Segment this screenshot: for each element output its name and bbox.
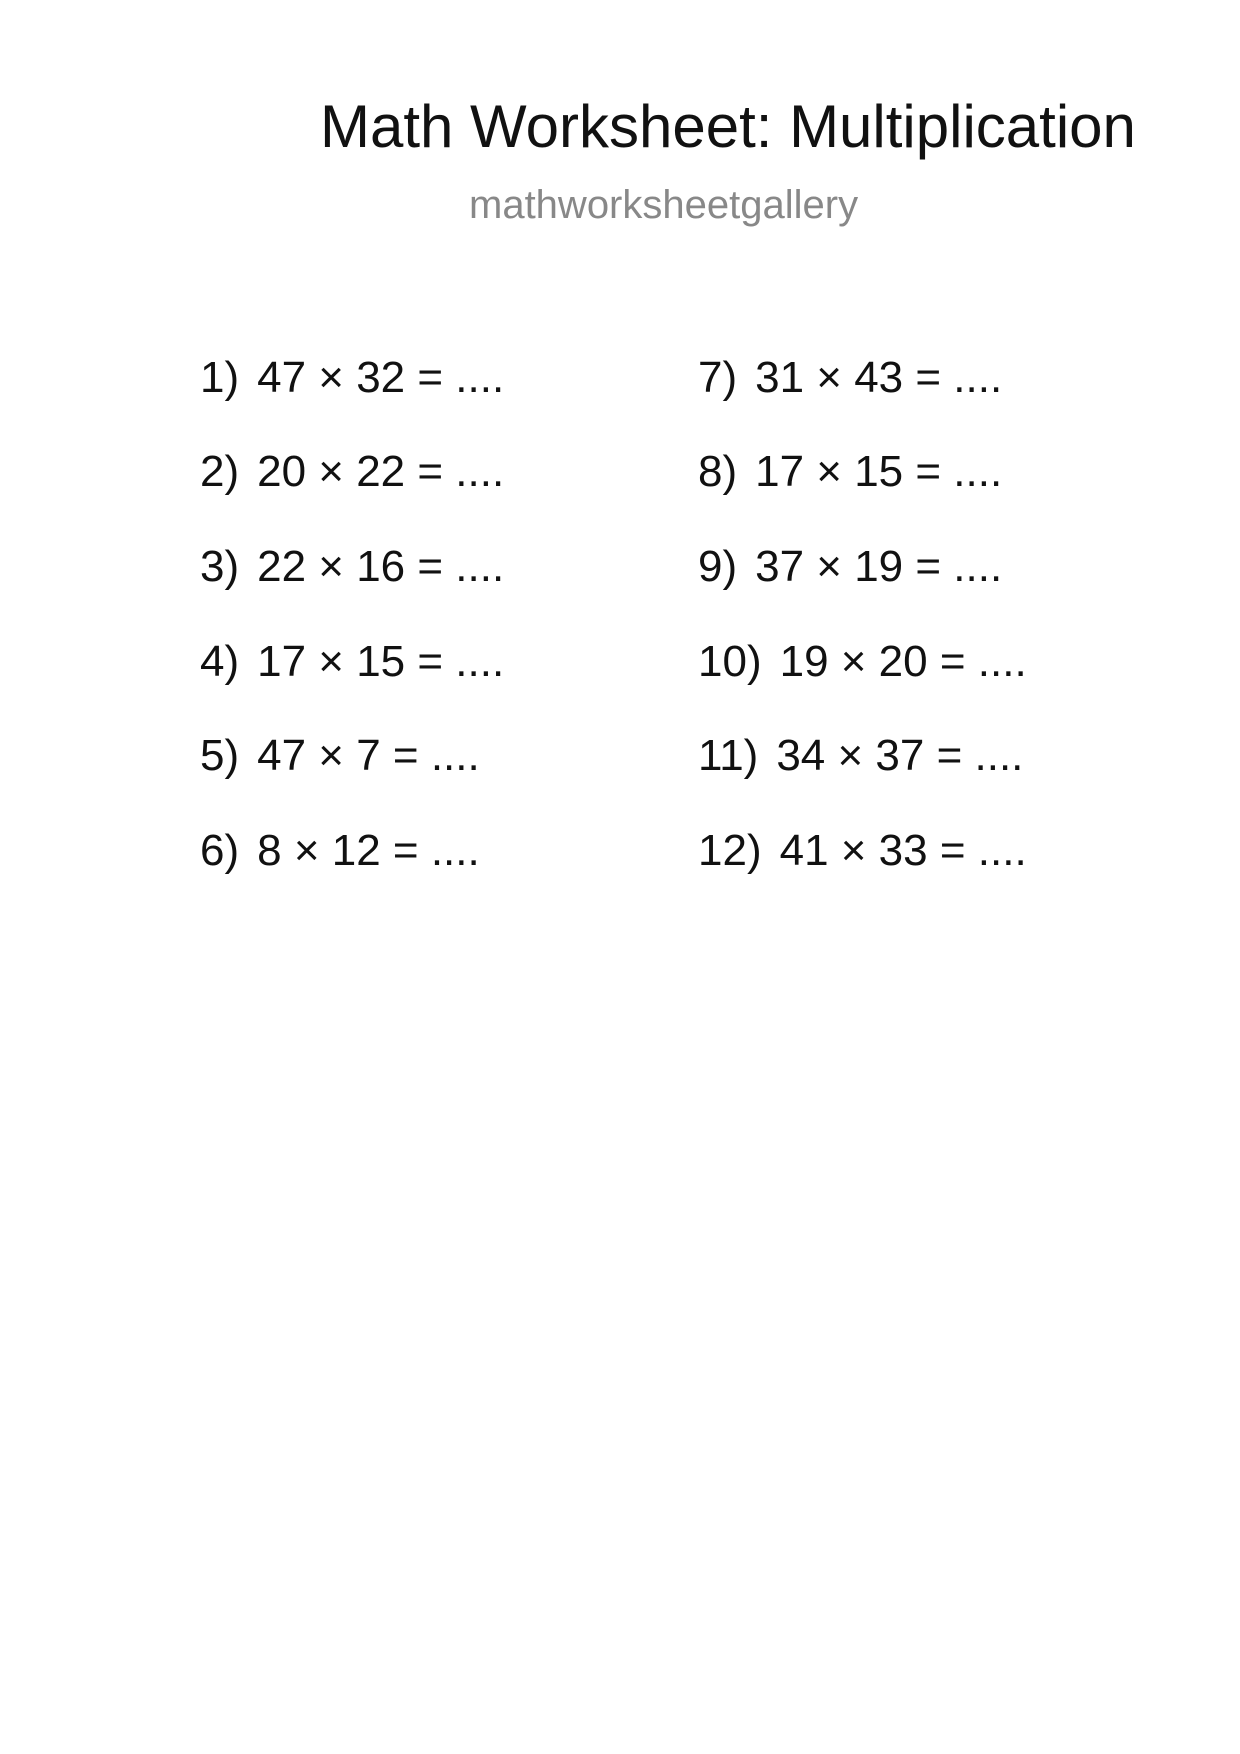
problem-expression: 34 × 37 = .... [776, 731, 1024, 780]
problem-12 [698, 826, 1027, 875]
problem-3 [200, 542, 505, 591]
problem-number: 11) [698, 731, 759, 780]
problem-10 [698, 637, 1027, 686]
problem-11 [698, 731, 1024, 780]
problem-7 [698, 353, 1003, 402]
problem-expression: 20 × 22 = .... [257, 447, 505, 496]
problem-2 [200, 447, 505, 496]
problem-number: 9) [698, 542, 738, 591]
problem-number: 4) [200, 637, 240, 686]
problem-number: 3) [200, 542, 240, 591]
problem-1 [200, 353, 505, 402]
problem-6 [200, 826, 480, 875]
problem-number: 10) [698, 637, 762, 686]
problem-number: 7) [698, 353, 738, 402]
problem-number: 8) [698, 447, 738, 496]
problem-expression: 31 × 43 = .... [755, 353, 1003, 402]
problem-number: 5) [200, 731, 240, 780]
problem-expression: 47 × 7 = .... [257, 731, 480, 780]
problem-expression: 47 × 32 = .... [257, 353, 505, 402]
problem-number: 6) [200, 826, 240, 875]
problem-9 [698, 542, 1003, 591]
worksheet-source: mathworksheetgallery [469, 183, 859, 227]
problem-5 [200, 731, 480, 780]
problem-number: 1) [200, 353, 240, 402]
problem-expression: 37 × 19 = .... [755, 542, 1003, 591]
problem-number: 2) [200, 447, 240, 496]
problem-expression: 17 × 15 = .... [755, 447, 1003, 496]
problem-expression: 19 × 20 = .... [779, 637, 1027, 686]
problem-expression: 17 × 15 = .... [257, 637, 505, 686]
problem-number: 12) [698, 826, 762, 875]
problem-expression: 22 × 16 = .... [257, 542, 505, 591]
problem-expression: 8 × 12 = .... [257, 826, 480, 875]
problem-expression: 41 × 33 = .... [779, 826, 1027, 875]
problem-4 [200, 637, 505, 686]
worksheet-title: Math Worksheet: Multiplication [320, 93, 1136, 160]
problem-8 [698, 447, 1003, 496]
